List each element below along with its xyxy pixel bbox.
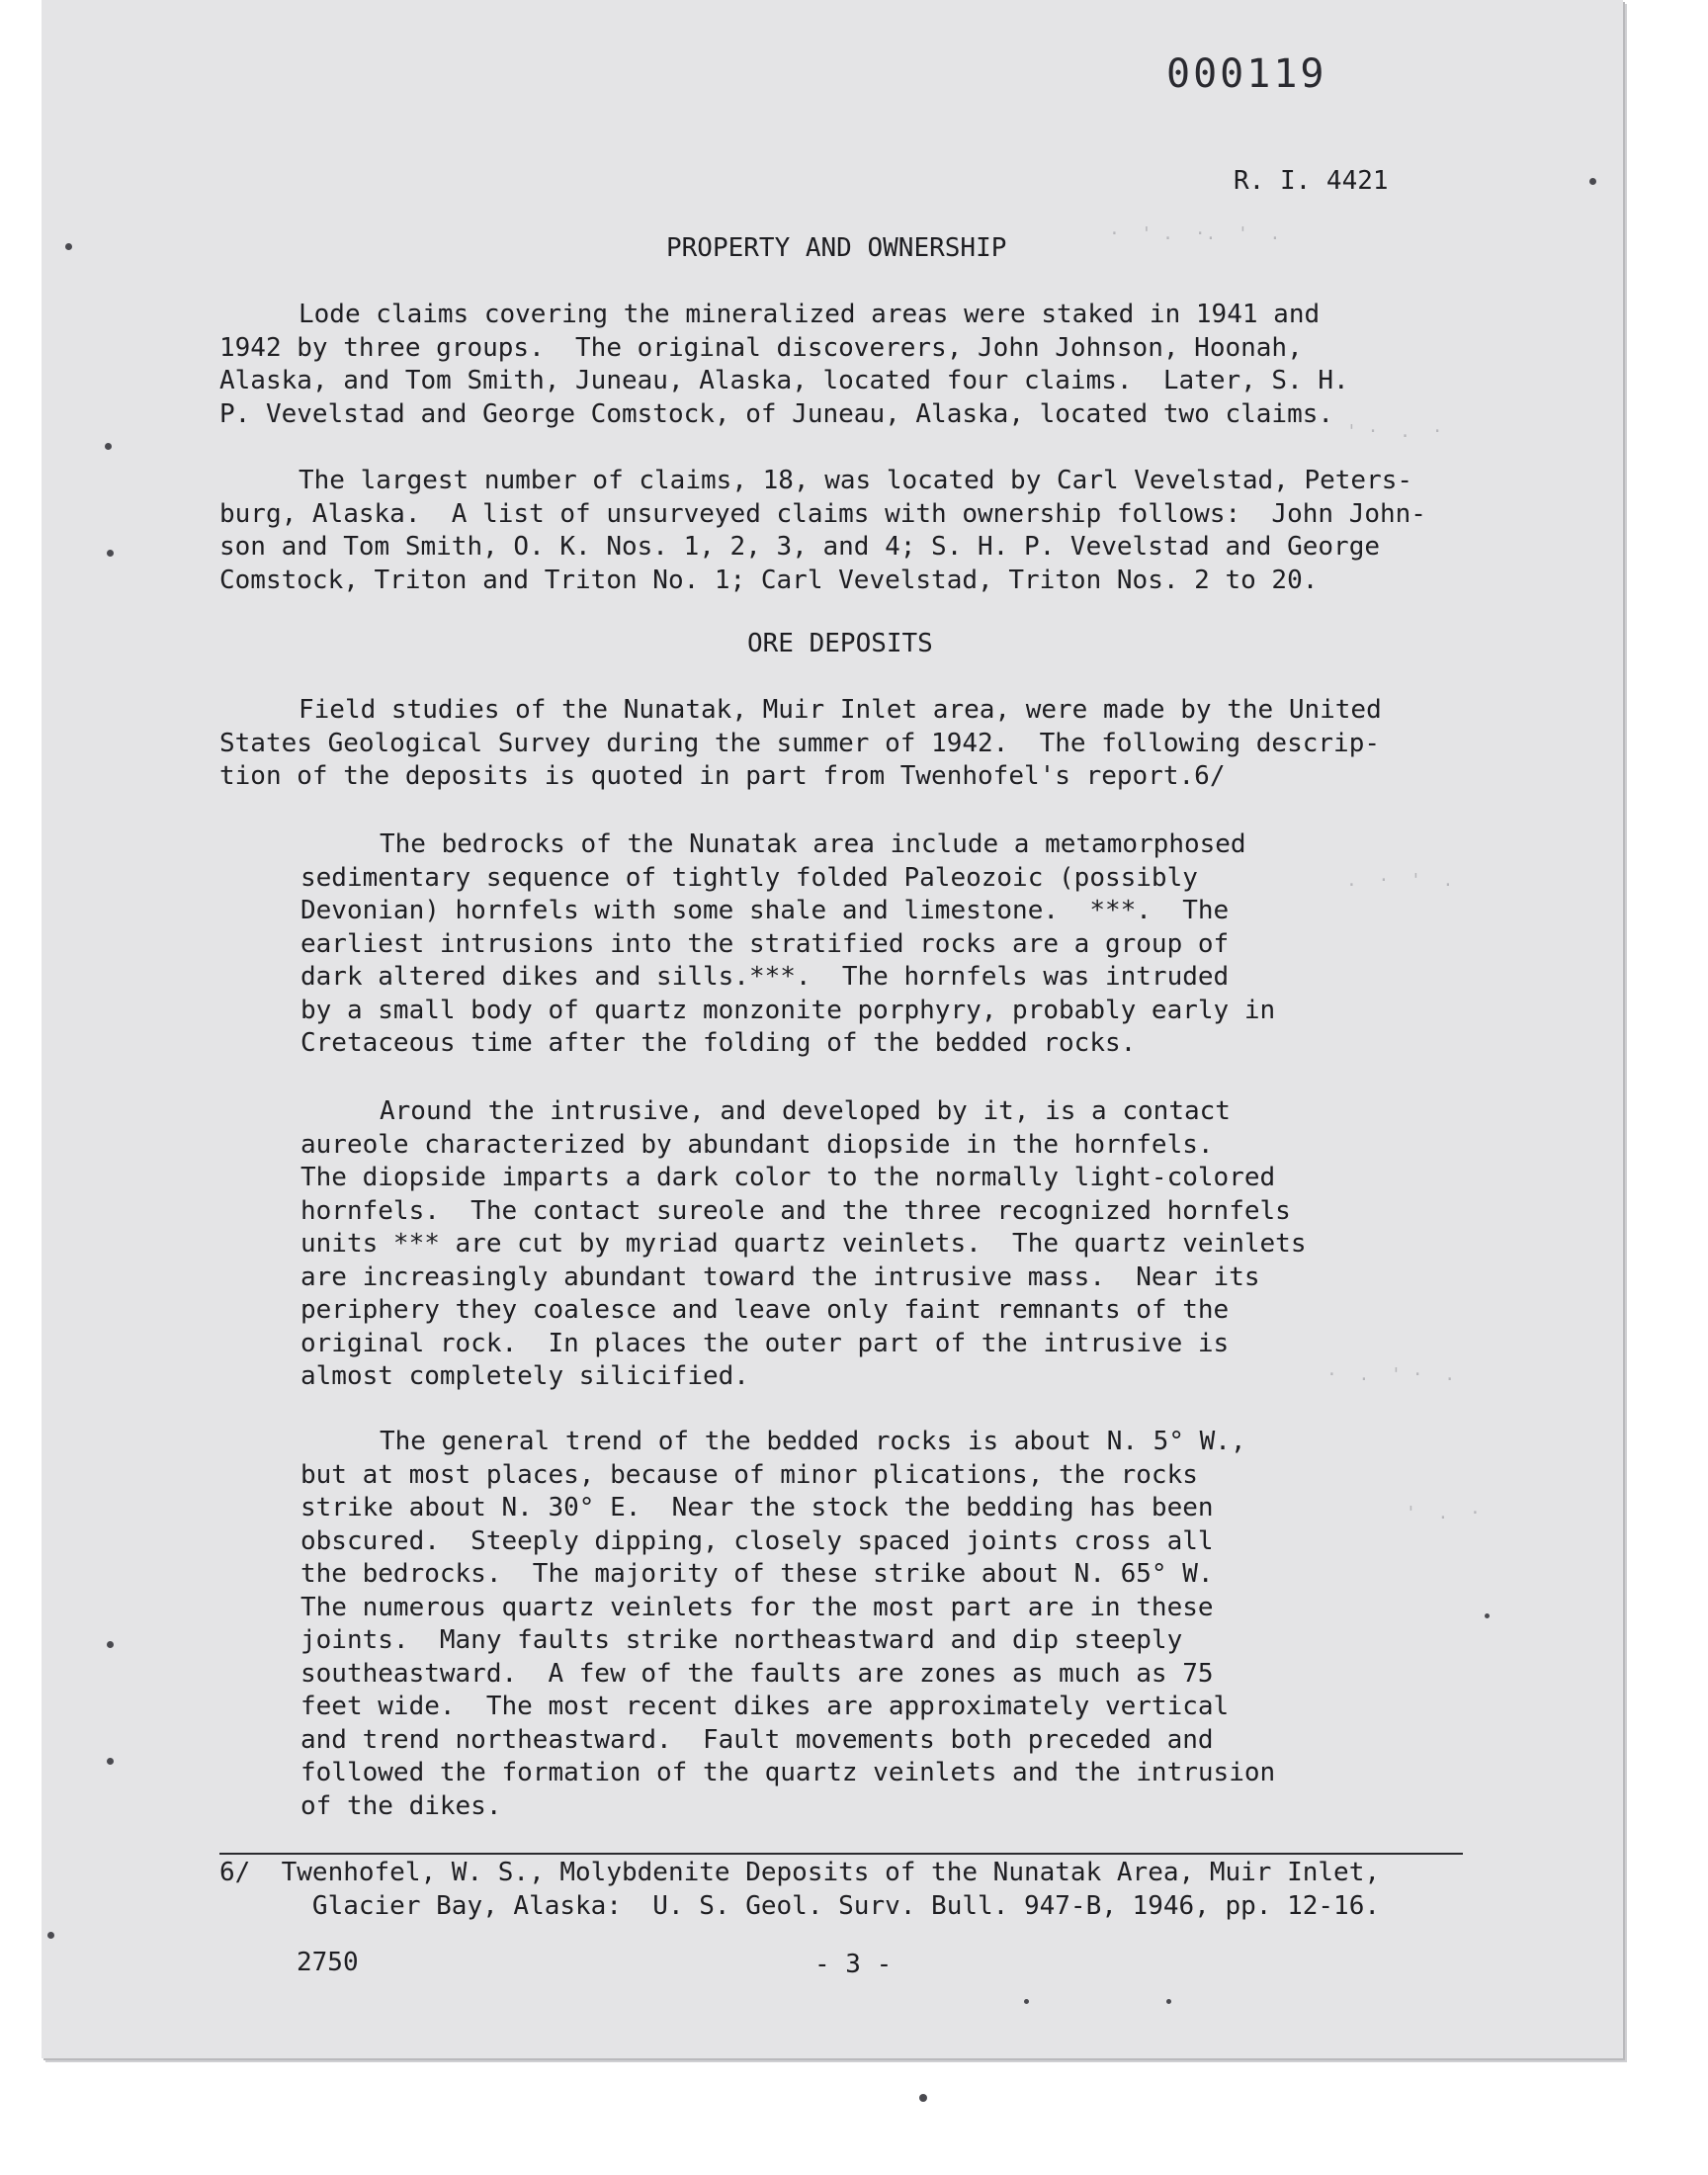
report-identifier: R. I. 4421 bbox=[1234, 166, 1389, 196]
punch-hole-mark bbox=[107, 1758, 114, 1765]
property-ownership-heading: PROPERTY AND OWNERSHIP bbox=[666, 233, 1007, 263]
scan-speck bbox=[1485, 1613, 1490, 1618]
punch-hole-mark bbox=[107, 550, 114, 557]
ore-deposits-paragraph: Field studies of the Nunatak, Muir Inlet area, were made by the United States Geological Survey during the summer of 1942. The following descrip- tion of the deposits is quoted in part from Twenhofel's report.6/ bbox=[219, 695, 1382, 791]
scan-speck bbox=[1166, 1999, 1171, 2004]
footnote-divider bbox=[219, 1853, 1463, 1855]
footnote-twenhofel: 6/ Twenhofel, W. S., Molybdenite Deposits of the Nunatak Area, Muir Inlet, Glacier Bay, Alaska: U. S. Geol. Surv. Bull. 947-B, 1946, pp. 12-16. bbox=[219, 1858, 1380, 1921]
punch-hole-mark bbox=[107, 1641, 114, 1648]
page-number: - 3 - bbox=[814, 1950, 893, 1979]
quoted-paragraph-2: Around the intrusive, and developed by it, is a contact aureole characterized by abundant diopside in the hornfels. The diopside imparts a dark color to the normally light-colored hornfels. The contact sureole and the three recognized hornfels units *** are cut by myriad quartz veinlets. The quartz veinlets are increasingly abundant toward the intrusive mass. Near its periphery they coalesce and leave only faint remnants of the original rock. In places the outer part of the intrusive is almost completely silicified. bbox=[300, 1096, 1307, 1391]
scan-speck bbox=[1589, 178, 1596, 185]
quoted-paragraph-1: The bedrocks of the Nunatak area include a metamorphosed sedimentary sequence of tightly folded Paleozoic (possibly Devonian) hornfels with some shale and limestone. ***. The earliest intrusions into the stratified rocks are a group of dark altered dikes and sills.***. The hornfels was intruded by a small body of quartz monzonite porphyry, probably early in Cretaceous time after the folding of the bedded rocks. bbox=[300, 829, 1276, 1058]
ore-deposits-heading: ORE DEPOSITS bbox=[747, 629, 933, 658]
scanned-page bbox=[42, 0, 1623, 2058]
property-paragraph-1: Lode claims covering the mineralized areas were staked in 1941 and 1942 by three groups. The original discoverers, John Johnson, Hoonah, Alaska, and Tom Smith, Juneau, Alaska, located four claims. Later, S. H. P. Vevelstad and George Comstock, of Juneau, Alaska, located two claims. bbox=[219, 300, 1349, 429]
punch-hole-mark bbox=[47, 1932, 54, 1939]
punch-hole-mark bbox=[105, 443, 112, 450]
property-paragraph-2: The largest number of claims, 18, was located by Carl Vevelstad, Peters- burg, Alaska. A list of unsurveyed claims with ownership follows: John John- son and Tom Smith, O. K. Nos. 1, 2, 3, and 4; S. H. P. Vevelstad and George Comstock, Triton and Triton No. 1; Carl Vevelstad, Triton Nos. 2 to 20. bbox=[219, 466, 1426, 595]
scan-speck bbox=[1024, 1999, 1029, 2004]
bleed-through-texture: . · ' . bbox=[1346, 870, 1454, 891]
form-number: 2750 bbox=[297, 1948, 359, 1977]
bleed-through-texture: ' . · bbox=[1406, 1503, 1481, 1523]
document-number-stamp: 000119 bbox=[1166, 51, 1327, 97]
bleed-through-texture: · . ' · . bbox=[1326, 1364, 1456, 1385]
scan-speck bbox=[919, 2094, 927, 2102]
quoted-paragraph-3: The general trend of the bedded rocks is about N. 5° W., but at most places, because of minor plications, the rocks strike about N. 30° E. Near the stock the bedding has been obscured. Steeply dipping, closely spaced joints cross all the bedrocks. The majority of these strike about N. 65° W. The numerous quartz veinlets for the most part are in these joints. Many faults strike northeastward and dip steeply southeastward. A few of the faults are zones as much as 75 feet wide. The most recent dikes are approximately vertical and trend northeastward. Fault movements both preceded and followed the formation of the quartz veinlets and the intrusion of the dikes. bbox=[300, 1427, 1276, 1821]
punch-hole-mark bbox=[65, 243, 72, 250]
bleed-through-texture: ' · . · bbox=[1346, 421, 1443, 442]
bleed-through-texture: · ' . ·. ' . bbox=[1109, 223, 1281, 244]
